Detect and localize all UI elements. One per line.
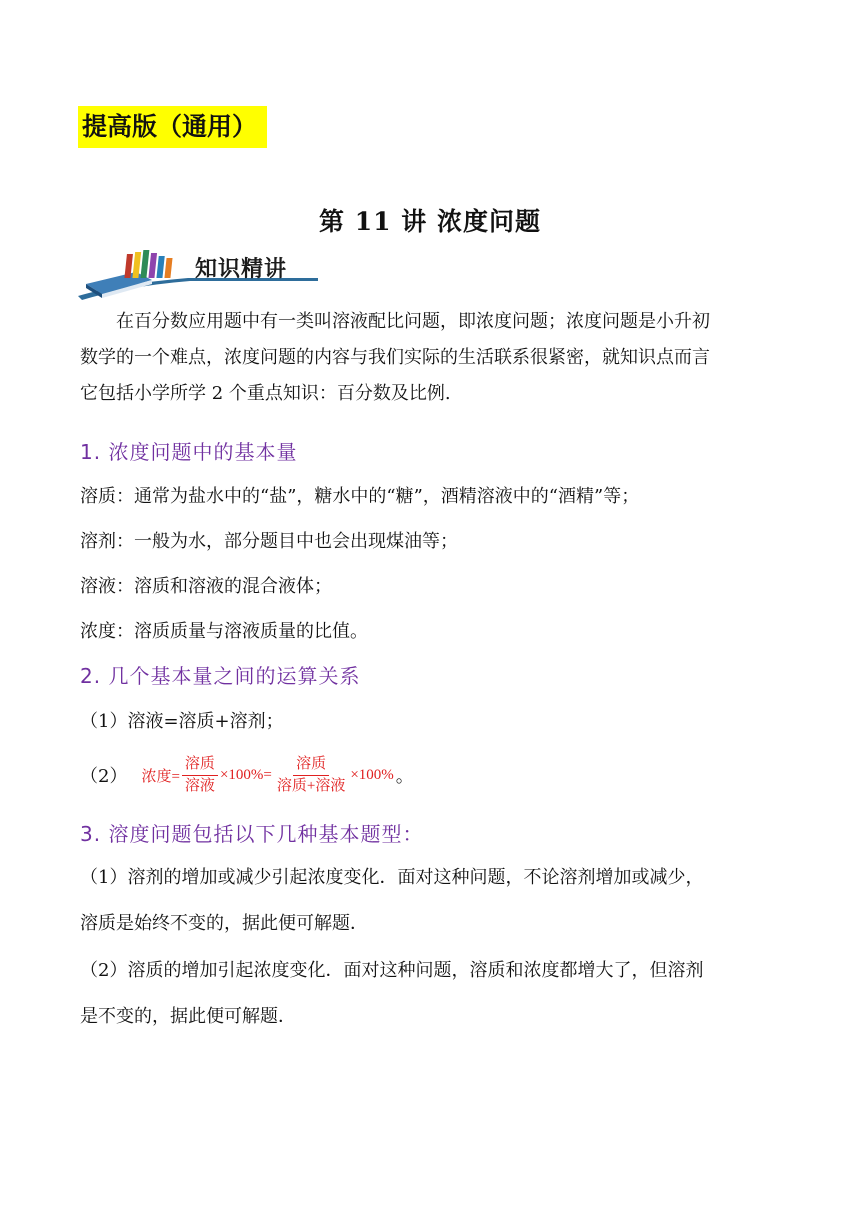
intro-line-1: 在百分数应用题中有一类叫溶液配比问题，即浓度问题；浓度问题是小升初	[116, 311, 710, 332]
section-2-item-1: （1）溶液=溶质+溶剂；	[80, 711, 284, 732]
concentration-formula	[141, 756, 393, 795]
section-1-item: 溶质：通常为盐水中的“盐”，糖水中的“糖”，酒精溶液中的“酒精”等；	[80, 486, 640, 507]
section-1-item: 溶液：溶质和溶液的混合液体；	[80, 576, 332, 597]
section-2-item-2	[80, 750, 414, 800]
formula-lhs: 浓度=	[141, 768, 180, 785]
intro-line-3: 它包括小学所学 2 个重点知识：百分数及比例.	[80, 383, 451, 404]
section-3-item-2-line-2: 是不变的，据此便可解题．	[80, 1006, 296, 1027]
fraction-1-numerator: 溶质	[182, 756, 218, 776]
section-1-heading: 1. 浓度问题中的基本量	[80, 440, 298, 464]
knowledge-banner	[78, 244, 328, 304]
fraction-2-numerator: 溶质	[293, 756, 329, 776]
item-2-prefix: （2）	[80, 766, 128, 787]
formula-tail: ×100%	[350, 766, 394, 783]
section-3-item-2-line-1: （2）溶质的增加引起浓度变化．面对这种问题，溶质和浓度都增大了，但溶剂	[80, 960, 704, 981]
intro-line-2: 数学的一个难点，浓度问题的内容与我们实际的生活联系很紧密，就知识点而言	[80, 347, 710, 368]
section-2-heading: 2. 几个基本量之间的运算关系	[80, 664, 361, 688]
formula-mid: ×100%=	[219, 766, 272, 783]
section-3-heading: 3. 溶度问题包括以下几种基本题型：	[80, 822, 424, 846]
fraction-1-denominator: 溶液	[184, 777, 215, 794]
section-3-item-1-line-2: 溶质是始终不变的，据此便可解题．	[80, 913, 368, 934]
section-1-item: 溶剂：一般为水，部分题目中也会出现煤油等；	[80, 531, 458, 552]
knowledge-label: 知识精讲	[195, 257, 288, 282]
fraction-2-denominator: 溶质+溶液	[276, 777, 346, 794]
item-2-suffix: 。	[395, 766, 414, 787]
lesson-title: 第 11 讲 浓度问题	[319, 207, 541, 236]
edition-badge: 提高版（通用）	[78, 106, 267, 148]
intro-paragraph	[80, 304, 780, 412]
fraction-2	[274, 756, 348, 795]
fraction-1	[182, 756, 218, 795]
section-1-item: 浓度：溶质质量与溶液质量的比值。	[80, 621, 368, 642]
section-3-item-1-line-1: （1）溶剂的增加或减少引起浓度变化．面对这种问题，不论溶剂增加或减少，	[80, 867, 704, 888]
